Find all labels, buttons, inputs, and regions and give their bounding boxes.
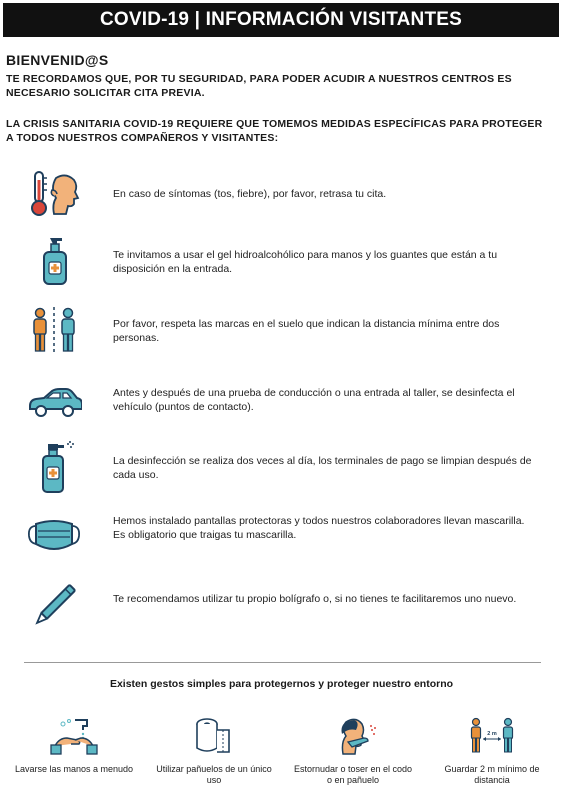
spray-bottle-icon [26, 440, 82, 496]
measure-row-symptoms [0, 166, 563, 222]
measure-text-group [113, 514, 533, 542]
pen-icon [26, 578, 82, 634]
face-mask-icon [26, 508, 82, 564]
car-icon [26, 372, 82, 428]
measure-text: Te recomendamos utilizar tu propio bolígrafo o, si no tienes te facilitaremos uno nuevo. [113, 593, 517, 605]
measure-row-pen [0, 578, 563, 634]
two-meter-distance-icon [467, 716, 517, 756]
gesture-wash-hands [14, 716, 134, 775]
thermometer-fever-icon [26, 166, 82, 222]
measure-row-sanitizer [0, 234, 563, 290]
intro-covid-measures: LA CRISIS SANITARIA COVID-19 REQUIERE QUE TOMEMOS MEDIDAS ESPECÍFICAS PARA PROTEGER A TODOS NUESTROS COMPAÑEROS Y VISITANTES: [6, 118, 543, 144]
measure-row-distance [0, 303, 563, 359]
gestures-title: Existen gestos simples para protegernos y proteger nuestro entorno [109, 678, 454, 690]
page-header [3, 3, 559, 37]
measure-text: Te invitamos a usar el gel hidroalcohólico para manos y los guantes que están a tu disposición en la entrada. [113, 249, 498, 275]
measure-text: Antes y después de una prueba de conducción o una entrada al taller, se desinfecta el vehículo (puntos de contacto). [113, 387, 515, 413]
gesture-sneeze [293, 716, 413, 786]
gesture-label: Guardar 2 m mínimo de distancia [444, 764, 540, 785]
measure-row-vehicle [0, 372, 563, 428]
tissue-roll-icon [189, 716, 239, 756]
measure-text: La desinfección se realiza dos veces al día, los terminales de pago se limpian después de cada uso. [113, 455, 532, 481]
measure-row-mask [0, 508, 563, 564]
gesture-label: Lavarse las manos a menudo [14, 764, 134, 774]
gesture-distance [432, 716, 552, 786]
measure-text: Por favor, respeta las marcas en el suelo que indican la distancia mínima entre dos personas. [113, 318, 500, 344]
gesture-label: Utilizar pañuelos de un único uso [156, 764, 272, 785]
distance-badge: 2 m [487, 731, 497, 737]
welcome-heading: BIENVENID@S [6, 52, 109, 68]
measure-row-disinfection [0, 440, 563, 496]
intro-appointment: TE RECORDAMOS QUE, POR TU SEGURIDAD, PARA PODER ACUDIR A NUESTROS CENTROS ES NECESARIO SOLICITAR CITA PREVIA. [6, 73, 512, 99]
sneeze-elbow-icon [328, 716, 378, 756]
measure-text: Es obligatorio que traigas tu mascarilla. [113, 529, 297, 541]
measure-text: Hemos instalado pantallas protectoras y todos nuestros colaboradores llevan mascarilla. [113, 515, 525, 527]
gesture-tissues [154, 716, 274, 786]
hand-sanitizer-icon [26, 234, 82, 290]
hand-washing-icon [49, 716, 99, 756]
social-distance-icon [26, 303, 82, 359]
gesture-label: Estornudar o toser en el codo o en pañuelo [293, 764, 413, 785]
section-divider [24, 662, 541, 663]
measure-text: En caso de síntomas (tos, fiebre), por favor, retrasa tu cita. [113, 188, 387, 200]
page-title: COVID-19 | INFORMACIÓN VISITANTES [99, 9, 463, 30]
